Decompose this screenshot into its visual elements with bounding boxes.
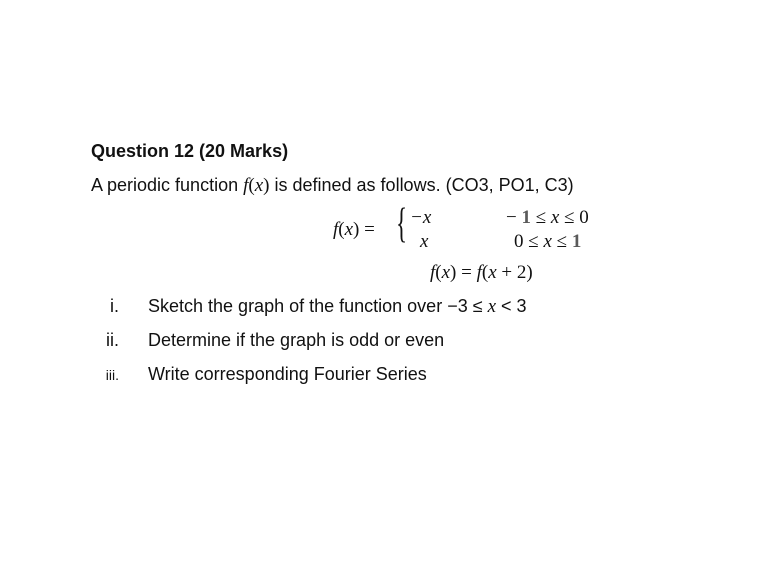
period-f2: f: [476, 262, 482, 283]
intro-var: x: [254, 175, 264, 196]
case2-expression: x: [420, 231, 429, 252]
list-item: Determine if the graph is odd or even: [148, 330, 445, 350]
cond1-b: ≤: [530, 207, 551, 228]
period-f1: f: [430, 262, 436, 283]
periodicity-equation: [430, 262, 533, 284]
item1-text-a: Sketch the graph of the function over −3 ≤: [148, 296, 488, 316]
list-item: Write corresponding Fourier Series: [148, 364, 427, 384]
intro-prefix: A periodic function: [91, 175, 239, 195]
cond2-a: 0 ≤: [514, 231, 544, 252]
intro-paren-close: ): [263, 175, 270, 196]
period-x2: x: [488, 262, 497, 283]
period-mid1: (: [435, 262, 442, 283]
case2-condition: [514, 231, 581, 253]
period-mid2: ) =: [450, 262, 477, 283]
cond2-num: 1: [571, 231, 582, 252]
cond1-c: ≤ 0: [559, 207, 589, 228]
cond1-x: x: [550, 207, 560, 228]
lhs-x: x: [344, 219, 354, 240]
cond2-b: ≤: [551, 231, 572, 252]
period-x1: x: [441, 262, 451, 283]
list-item-number: iii.: [105, 367, 119, 383]
period-mid3: (: [481, 262, 489, 283]
intro-func: f: [243, 175, 249, 196]
list-item-number: ii.: [106, 330, 119, 350]
question-intro: [91, 175, 574, 197]
case1-expression: −x: [410, 207, 432, 228]
period-end: + 2): [496, 262, 533, 283]
intro-suffix: is defined as follows. (CO3, PO1, C3): [269, 175, 574, 195]
item1-text-b: < 3: [496, 296, 527, 316]
lhs-close-eq: ) =: [353, 219, 375, 240]
intro-paren-open: (: [248, 175, 255, 196]
list-item-number: i.: [110, 296, 119, 316]
item1-var: x: [487, 296, 497, 317]
list-item: [148, 296, 527, 318]
question-title: Question 12 (20 Marks): [91, 141, 289, 161]
cond1-a: −: [506, 207, 522, 228]
lhs-open: (: [338, 219, 345, 240]
piecewise-brace: {: [396, 201, 408, 247]
piecewise-lhs: [333, 219, 375, 241]
cond2-x: x: [543, 231, 552, 252]
cond1-num: 1: [521, 207, 531, 228]
case1-condition: [506, 207, 589, 229]
lhs-f: f: [333, 219, 339, 240]
